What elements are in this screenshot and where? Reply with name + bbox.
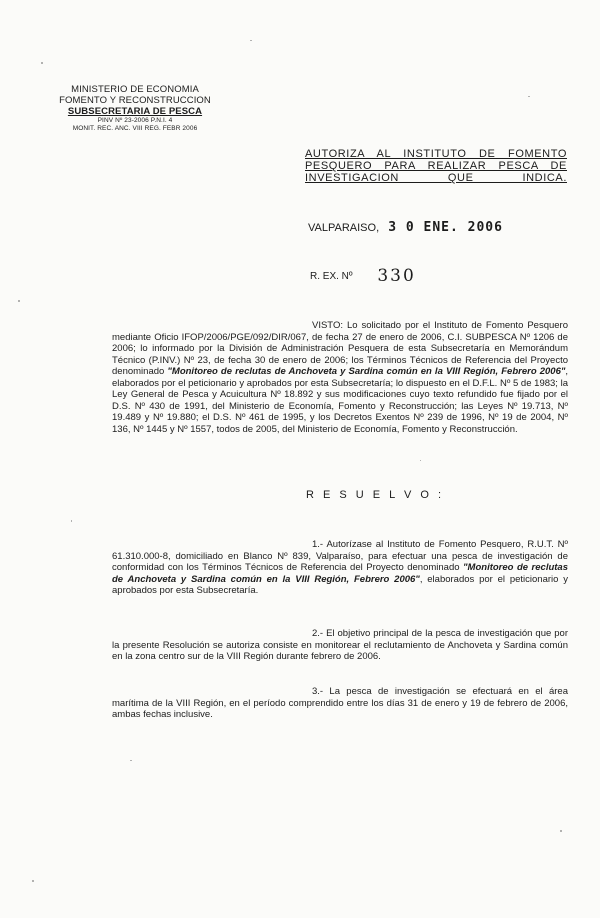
ministry-header <box>50 84 220 133</box>
resolution-point-2: 2.- El objetivo principal de la pesca de investigación que por la presente Resolución se autoriza consiste en monitorear el reclutamiento de Anchoveta y Sardina común en la zona centro sur de la VIII Región durante febrero de 2006. <box>112 628 568 662</box>
ministry-name: MINISTERIO DE ECONOMIA <box>71 84 199 95</box>
scan-speck <box>18 300 20 302</box>
scan-speck <box>250 40 252 41</box>
subject-heading <box>305 148 567 184</box>
scan-speck <box>560 830 562 832</box>
date-stamp: 3 0 ENE. 2006 <box>388 220 503 235</box>
resuelvo-heading: R E S U E L V O : <box>306 489 445 501</box>
point1-text-2: , elaborados por el peticionario y aprobados por esta Subsecretaría. <box>112 573 568 596</box>
scan-speck <box>71 520 72 522</box>
reference-project: MONIT. REC. ANC. VIII REG. FEBR 2006 <box>72 125 198 132</box>
scan-speck <box>420 460 421 461</box>
scan-speck <box>528 96 530 97</box>
scan-speck <box>32 880 34 882</box>
ministry-subtitle: FOMENTO Y RECONSTRUCCION <box>59 95 211 106</box>
scan-speck <box>130 760 132 761</box>
resolution-point-1 <box>112 539 568 597</box>
visto-paragraph <box>112 320 568 435</box>
visto-project-name: "Monitoreo de reclutas de Anchoveta y Sardina común en la VIII Región, Febrero 2006" <box>167 366 566 377</box>
resolution-number <box>310 266 416 286</box>
subject-text: AUTORIZA AL INSTITUTO DE FOMENTO PESQUERO PARA REALIZAR PESCA DE INVESTIGACION QUE INDICA. <box>305 148 567 184</box>
date-line <box>308 220 503 235</box>
reference-code: PINV Nº 23-2006 P.N.I. 4 <box>97 117 173 124</box>
scan-speck <box>41 62 43 64</box>
date-city: VALPARAISO, <box>308 222 380 234</box>
resolution-value: 330 <box>377 266 416 286</box>
point1-text-1: 1.- Autorízase al Instituto de Fomento Pesquero, R.U.T. Nº 61.310.000-8, domiciliado en Blanco Nº 839, Valparaíso, para efectuar una pesca de investigación de conformidad con los Términos Técnicos de Referencia del Proyecto denominado <box>112 539 568 573</box>
point1-project-name: "Monitoreo de reclutas de Anchoveta y Sardina común en la VIII Región, Febrero 2006" <box>112 562 568 585</box>
visto-text-1: VISTO: Lo solicitado por el Instituto de Fomento Pesquero mediante Oficio IFOP/2006/PGE/092/DIR/067, de fecha 27 de enero de 2006, C.I. SUBPESCA Nº 1206 de 2006; lo informado por la División de Administración Pesquera de esta Subsecretaría en Memorándum Técnico (P.INV.) Nº 23, de fecha 30 de enero de 2006; los Términos Técnicos de Referencia del Proyecto denominado <box>112 320 568 377</box>
resolution-point-3: 3.- La pesca de investigación se efectuará en el área marítima de la VIII Región, en el período comprendido entre los días 31 de enero y 19 de febrero de 2006, ambas fechas inclusive. <box>112 686 568 720</box>
subsecretary-name: SUBSECRETARIA DE PESCA <box>67 106 203 117</box>
visto-text-2: , elaborados por el peticionario y aprobados por esta Subsecretaría; lo dispuesto en el D.F.L. Nº 5 de 1983; la Ley General de Pesca y Acuicultura Nº 18.892 y sus modificaciones cuyo texto refundido fue fijado por el D.S. Nº 430 de 1991, del Ministerio de Economía, Fomento y Reconstrucción; las Leyes Nº 19.713, Nº 19.489 y Nº 19.880; el D.S. Nº 461 de 1995, y los Decretos Exentos Nº 239 de 1996, Nº 19 de 2004, Nº 136, Nº 1445 y Nº 1557, todos de 2005, del Ministerio de Economía, Fomento y Reconstrucción. <box>112 366 569 435</box>
resolution-label: R. EX. Nº <box>310 271 353 282</box>
